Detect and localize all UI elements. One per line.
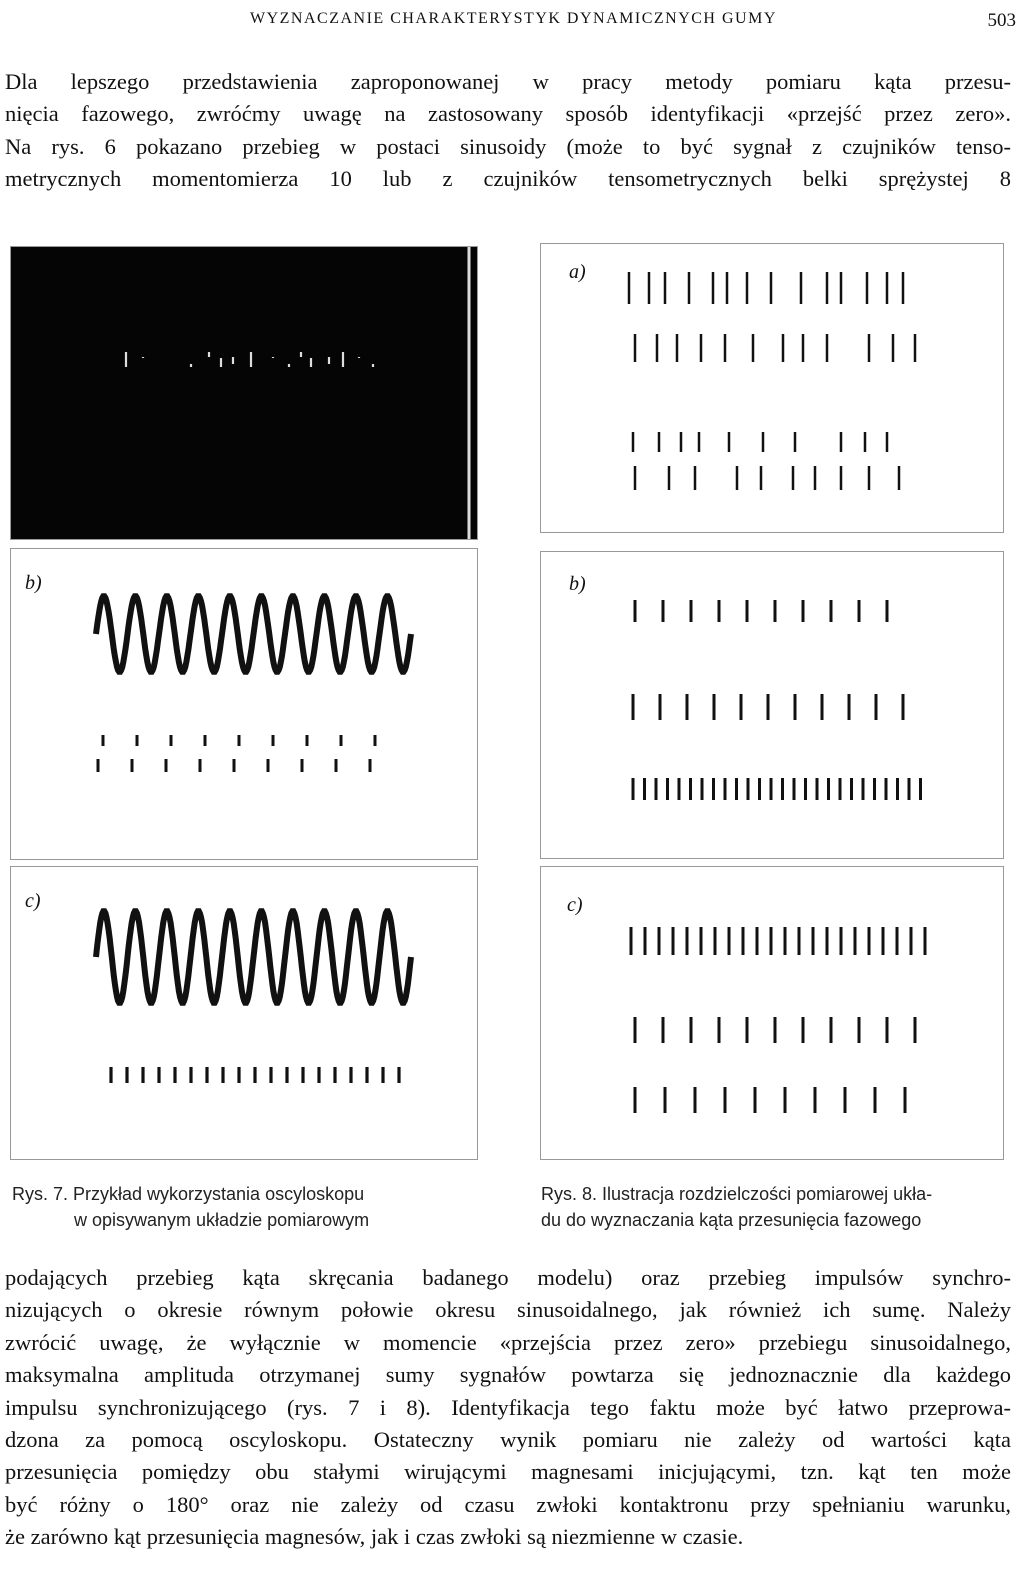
text-line: Dla lepszego przedstawienia zaproponowanej w pracy metody pomiaru kąta przesu- (5, 69, 1011, 94)
fig7-panel-a (10, 246, 478, 540)
text-line: impulsu synchronizującego (rys. 7 i 8). Identyfikacja tego faktu może być łatwo przeprowa- (5, 1394, 1011, 1420)
figure7-caption (12, 1181, 482, 1233)
fig8-label-b: b) (569, 573, 586, 595)
fig7-panel-c-photo (11, 867, 477, 1159)
figure8-caption (541, 1181, 1011, 1233)
fig8-panel-a-photo (541, 244, 1003, 532)
running-title: WYZNACZANIE CHARAKTERYSTYK DYNAMICZNYCH GUMY (250, 10, 777, 27)
text-line: że zarówno kąt przesunięcia magnesów, jak i czas zwłoki są niezmienne w czasie. (5, 1524, 744, 1550)
text-line: podających przebieg kąta skręcania badanego modelu) oraz przebieg impulsów synchro- (5, 1265, 1011, 1290)
fig7-panel-b (10, 548, 478, 860)
fig8-label-c: c) (567, 894, 583, 916)
page-number: 503 (987, 10, 1016, 31)
oscillogram-trace (96, 911, 411, 1002)
fig8-panel-a (540, 243, 1004, 533)
paragraph-top (5, 66, 1011, 196)
text-line: metrycznych momentomierza 10 lub z czujników tensometrycznych belki sprężystej 8 (5, 166, 1011, 192)
fig8-panel-c-photo (541, 867, 1003, 1159)
caption-line: Rys. 7. Przykład wykorzystania oscyloskopu (12, 1184, 365, 1204)
oscillogram-trace (96, 596, 411, 672)
text-line: Na rys. 6 pokazano przebieg w postaci sinusoidy (może to być sygnał z czujników tenso- (5, 133, 1011, 159)
running-header (0, 6, 1024, 36)
text-line: maksymalna amplituda otrzymanej sumy sygnałów powtarza się jednoznacznie dla każdego (5, 1362, 1011, 1388)
fig7-label-c: c) (25, 890, 41, 912)
fig8-label-a: a) (569, 261, 586, 283)
text-line: nizujących o okresie równym połowie okresu sinusoidalnego, jak również ich sumę. Należy (5, 1297, 1011, 1323)
caption-line: Rys. 8. Ilustracja rozdzielczości pomiarowej ukła- (541, 1184, 933, 1204)
fig7-panel-b-photo (11, 549, 477, 859)
caption-line: w opisywanym układzie pomiarowym (74, 1210, 370, 1230)
fig7-panel-c (10, 866, 478, 1160)
paragraph-bottom (5, 1262, 1011, 1554)
text-line: przesunięcia pomiędzy obu stałymi wirującymi magnesami inicjującymi, tzn. kąt ten może (5, 1459, 1011, 1485)
text-line: zwrócić uwagę, że wyłącznie w momencie «przejścia przez zero» przebiegu sinusoidalnego, (5, 1329, 1011, 1355)
caption-line: du do wyznaczania kąta przesunięcia fazowego (541, 1210, 922, 1230)
fig8-panel-b-photo (541, 552, 1003, 858)
fig8-panel-c (540, 866, 1004, 1160)
text-line: być różny o 180° oraz nie zależy od czasu zwłoki kontaktronu przy spełnianiu warunku, (5, 1491, 1011, 1517)
fig7-panel-a-photo (11, 247, 477, 539)
fig7-label-b: b) (25, 572, 42, 594)
text-line: dzona za pomocą oscyloskopu. Ostateczny wynik pomiaru nie zależy od wartości kąta (5, 1427, 1011, 1453)
fig8-panel-b (540, 551, 1004, 859)
text-line: nięcia fazowego, zwróćmy uwagę na zastosowany sposób identyfikacji «przejść przez zero». (5, 101, 1011, 127)
